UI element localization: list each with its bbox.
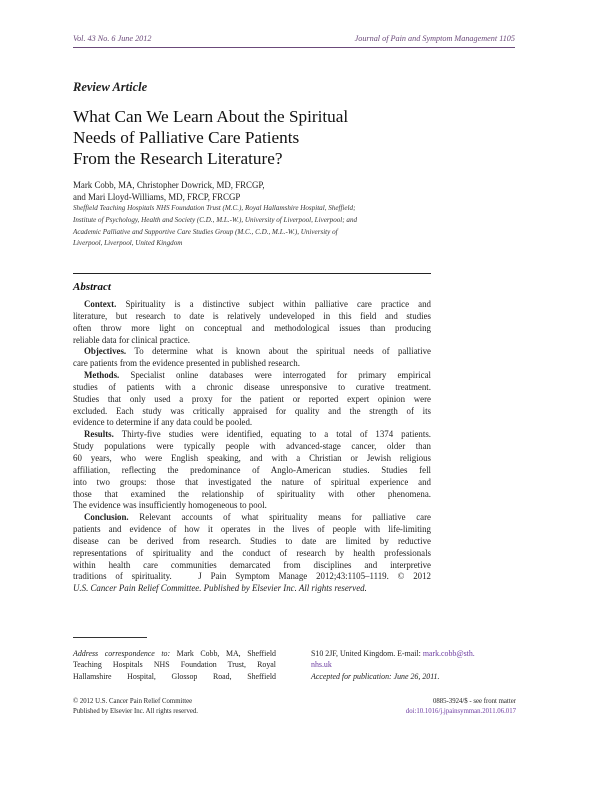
context-label: Context.: [84, 299, 117, 309]
email-link[interactable]: nhs.uk: [311, 660, 332, 670]
affiliation-line: Academic Palliative and Supportive Care Studies Group (M.C., C.D., M.L.-W.), University of: [73, 227, 338, 236]
abstract-line: literature, but research to date is relatively undeveloped in this field and studies: [73, 310, 431, 321]
abstract-line: evidence to determine if any data could be pooled.: [73, 417, 253, 428]
abstract-line: Context. Spirituality is a distinctive subject within palliative care practice and: [84, 299, 431, 309]
abstract-line: those that examined the relationship of spirituality with other phenomena.: [73, 488, 431, 499]
affiliations: [73, 203, 433, 250]
footer-line: Published by Elsevier Inc. All rights reserved.: [73, 708, 198, 715]
title-line: From the Research Literature?: [73, 149, 283, 168]
correspondence-label: Address correspondence to:: [73, 649, 171, 658]
results-label: Results.: [84, 429, 114, 440]
abstract-rule: [73, 273, 431, 274]
title-line: Needs of Palliative Care Patients: [73, 128, 300, 147]
abstract-line: Study populations were typically people with advanced-stage cancer, older than: [73, 441, 431, 452]
copyright-line: U.S. Cancer Pain Relief Committee. Published by Elsevier Inc. All rights reserved.: [73, 583, 367, 594]
doi-link[interactable]: doi:10.1016/j.jpainsymman.2011.06.017: [405, 708, 516, 715]
methods-label: Methods.: [84, 370, 120, 381]
abstract-body: [73, 299, 431, 595]
abstract-line: excluded. Each study was critically appraised for quality and the strength of its: [73, 405, 431, 416]
conclusion-label: Conclusion.: [84, 512, 129, 523]
correspondence-line: [311, 659, 516, 670]
abstract-line: patients and evidence of how it operates in the lives of people with life-limiting: [73, 524, 431, 535]
abstract-line: Conclusion. Relevant accounts of what spirituality means for palliative care: [84, 512, 431, 523]
objectives-label: Objectives.: [84, 346, 127, 357]
footer-line: © 2012 U.S. Cancer Pain Relief Committee: [73, 698, 193, 705]
correspondence-right: [311, 648, 516, 682]
abstract-line: Results. Thirty-five studies were identified, equating to a total of 1374 patients.: [84, 429, 431, 440]
correspondence-line: S10 2JF, United Kingdom. E-mail: mark.cobb@sth.: [311, 649, 475, 658]
abstract-heading: Abstract: [73, 281, 111, 293]
abstract-line: care patients from the evidence presented in published research.: [73, 358, 300, 369]
footer-doi: [406, 697, 516, 717]
abstract-line: affiliation, reflecting the predominance of Anglo-American studies. Studies fell: [73, 464, 431, 475]
accepted-date: Accepted for publication: June 26, 2011.: [311, 671, 440, 681]
author-line: and Mari Lloyd-Williams, MD, FRCP, FRCGP: [73, 192, 241, 202]
author-list: [73, 179, 433, 203]
title-line: What Can We Learn About the Spiritual: [73, 107, 349, 126]
running-header-volume: Vol. 43 No. 6 June 2012: [73, 34, 152, 43]
abstract-line: disease can be derived from research. Studies to date are limited by reductive: [73, 535, 431, 546]
affiliation-line: Sheffield Teaching Hospitals NHS Foundation Trust (M.C.), Royal Hallamshire Hospital, Sheffield;: [73, 204, 356, 212]
correspondence-line: Teaching Hospitals NHS Foundation Trust, Royal: [73, 660, 276, 670]
author-line: Mark Cobb, MA, Christopher Dowrick, MD, FRCGP,: [73, 180, 265, 190]
affiliation-line: Liverpool, Liverpool, United Kingdom: [73, 239, 183, 248]
abstract-line: Studies that only used a proxy for the patient or reported expert opinion were: [73, 393, 431, 404]
abstract-line: within health care communities demarcated from disciplines and interpretive: [73, 559, 431, 570]
abstract-line: representations of spirituality and the conduct of research by health professionals: [73, 547, 431, 558]
abstract-line: often throw more light on conceptual and methodological issues than producing: [73, 322, 431, 333]
article-type: Review Article: [73, 80, 148, 94]
abstract-line: traditions of spirituality. J Pain Symptom Manage 2012;43:1105–1119. © 2012: [73, 571, 431, 582]
abstract-line: 60 years, who were English speaking, and with a Christian or Jewish religious: [73, 452, 431, 463]
abstract-line: into two groups: those that investigated the nature of spiritual experience and: [73, 476, 431, 487]
footer-copyright: [73, 697, 198, 717]
header-rule: [73, 47, 515, 48]
affiliation-line: Institute of Psychology, Health and Society (C.D., M.L.-W.), University of Liverpool, Liverpool; and: [73, 215, 358, 224]
footnote-rule: [73, 637, 147, 638]
running-header-journal: Journal of Pain and Symptom Management 1105: [354, 34, 515, 43]
correspondence-left: [73, 648, 276, 682]
article-title: [73, 106, 433, 169]
abstract-line: studies of patients with a chronic disease unresponsive to curative treatment.: [73, 381, 431, 392]
footer-line: 0885-3924/$ - see front matter: [432, 698, 516, 705]
correspondence-line: Address correspondence to: Mark Cobb, MA, Sheffield: [73, 649, 276, 658]
abstract-line: The evidence was insufficiently homogeneous to pool.: [73, 500, 267, 511]
correspondence-line: Hallamshire Hospital, Glossop Road, Sheffield: [73, 671, 276, 681]
abstract-line: reliable data for clinical practice.: [73, 334, 191, 345]
abstract-line: Methods. Specialist online databases were interrogated for primary empirical: [84, 370, 431, 381]
email-link[interactable]: mark.cobb@sth.: [422, 649, 475, 658]
abstract-line: Objectives. To determine what is known about the spiritual needs of palliative: [84, 346, 431, 357]
running-header: [73, 34, 515, 46]
citation: J Pain Symptom Manage 2012;43:1105–1119. © 2012: [171, 571, 431, 582]
